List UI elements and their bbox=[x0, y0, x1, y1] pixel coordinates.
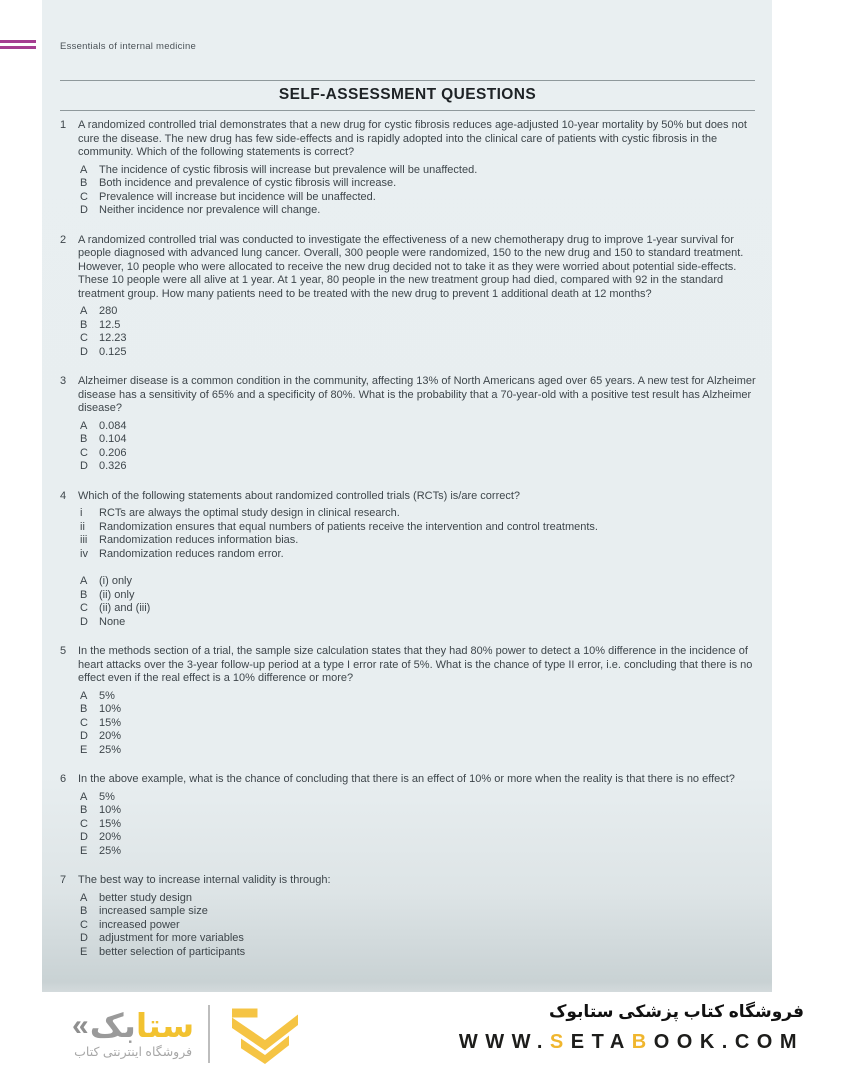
option-text: 15% bbox=[99, 817, 122, 830]
question bbox=[42, 234, 764, 360]
question-stem: The best way to increase internal validity is through: bbox=[78, 874, 331, 886]
answer-option bbox=[78, 332, 764, 346]
url-segment: ETA bbox=[570, 1031, 632, 1053]
option-letter: D bbox=[80, 831, 88, 843]
answer-option bbox=[78, 204, 764, 218]
option-letter: C bbox=[80, 716, 88, 729]
option-letter: A bbox=[80, 689, 88, 702]
option-text: better study design bbox=[99, 891, 192, 904]
option-text: adjustment for more variables bbox=[99, 932, 244, 944]
sub-item bbox=[78, 534, 764, 548]
page-panel bbox=[42, 0, 772, 992]
question-stem: A randomized controlled trial demonstrates that a new drug for cystic fibrosis reduces age-adjusted 10-year mortality by 50% but does not cure the disease. The new drug has few side-effects and is rapidly adopted into the clinical care of patients with cystic fibrosis in the community. Which of the following statements is correct? bbox=[78, 119, 747, 158]
option-letter: D bbox=[80, 460, 88, 472]
option-text: Prevalence will increase but incidence will be unaffected. bbox=[99, 190, 376, 203]
wordmark-yellow-part: ستا bbox=[135, 1007, 195, 1044]
answer-option bbox=[78, 164, 764, 178]
question-subitems bbox=[78, 507, 764, 561]
answer-option bbox=[78, 703, 764, 717]
question-options bbox=[78, 791, 764, 859]
option-letter: B bbox=[80, 433, 88, 445]
option-letter: A bbox=[80, 790, 88, 803]
option-text: 5% bbox=[99, 689, 115, 702]
footer-persian-title: فروشگاه کتاب پزشکی ستابوک bbox=[548, 1002, 804, 1021]
answer-option bbox=[78, 575, 764, 589]
option-text: 0.084 bbox=[99, 419, 127, 432]
question-number: 4 bbox=[60, 489, 67, 502]
question bbox=[42, 645, 764, 757]
option-letter: D bbox=[80, 204, 88, 216]
answer-option bbox=[78, 177, 764, 191]
url-segment: S bbox=[549, 1031, 571, 1053]
option-letter: B bbox=[80, 804, 88, 816]
question-options bbox=[78, 892, 764, 960]
wordmark-gray-part: بک bbox=[89, 1007, 136, 1044]
question-options bbox=[78, 305, 764, 359]
option-text: 25% bbox=[99, 743, 122, 756]
option-text: increased sample size bbox=[99, 905, 208, 917]
option-text: (ii) and (iii) bbox=[99, 602, 151, 614]
answer-option bbox=[78, 946, 764, 960]
answer-option bbox=[78, 319, 764, 333]
chevron-left-icon: « bbox=[72, 1008, 89, 1042]
sub-item-text: RCTs are always the optimal study design in clinical research. bbox=[99, 507, 400, 519]
option-letter: A bbox=[80, 163, 88, 176]
sub-item-numeral: i bbox=[80, 507, 83, 519]
option-text: 5% bbox=[99, 790, 115, 803]
answer-option bbox=[78, 744, 764, 758]
option-text: 10% bbox=[99, 703, 122, 715]
question-stem: Which of the following statements about randomized controlled trials (RCTs) is/are correct? bbox=[78, 489, 521, 502]
answer-option bbox=[78, 616, 764, 630]
answer-option bbox=[78, 892, 764, 906]
question-number: 5 bbox=[60, 645, 67, 657]
setabook-logo bbox=[72, 1004, 310, 1064]
option-text: better selection of participants bbox=[99, 945, 246, 958]
option-text: Both incidence and prevalence of cystic fibrosis will increase. bbox=[99, 177, 397, 189]
option-letter: C bbox=[80, 602, 88, 614]
answer-option bbox=[78, 730, 764, 744]
question-body bbox=[78, 375, 764, 474]
question-body bbox=[78, 119, 764, 218]
sub-item bbox=[78, 548, 764, 562]
logo-wordmark bbox=[72, 1009, 194, 1042]
answer-option bbox=[78, 690, 764, 704]
option-letter: B bbox=[80, 905, 88, 917]
answer-option bbox=[78, 932, 764, 946]
page-footer bbox=[0, 992, 844, 1080]
logo-divider bbox=[208, 1005, 210, 1063]
answer-option bbox=[78, 845, 764, 859]
question-number: 7 bbox=[60, 874, 67, 886]
question-number: 3 bbox=[60, 375, 67, 387]
question-number: 1 bbox=[60, 119, 67, 131]
sub-item-numeral: ii bbox=[80, 520, 85, 533]
footer-right bbox=[459, 1002, 804, 1054]
option-text: (i) only bbox=[99, 575, 133, 587]
sub-item-text: Randomization ensures that equal numbers of patients receive the intervention and control treatments. bbox=[99, 520, 598, 533]
option-text: 12.5 bbox=[99, 318, 121, 331]
question-options bbox=[78, 420, 764, 474]
question-body bbox=[78, 773, 764, 858]
answer-option bbox=[78, 589, 764, 603]
option-letter: E bbox=[80, 743, 88, 756]
question-options bbox=[78, 690, 764, 758]
option-letter: C bbox=[80, 918, 88, 931]
answer-option bbox=[78, 346, 764, 360]
answer-option bbox=[78, 831, 764, 845]
sub-item-text: Randomization reduces information bias. bbox=[99, 534, 299, 546]
answer-option bbox=[78, 460, 764, 474]
question-number: 2 bbox=[60, 233, 67, 246]
option-text: 0.104 bbox=[99, 433, 127, 445]
answer-option bbox=[78, 305, 764, 319]
answer-option bbox=[78, 433, 764, 447]
question bbox=[42, 375, 764, 474]
option-letter: B bbox=[80, 318, 88, 331]
question bbox=[42, 773, 764, 858]
option-text: 0.206 bbox=[99, 446, 127, 459]
setabook-emblem-icon bbox=[220, 1004, 310, 1064]
option-text: 25% bbox=[99, 844, 122, 857]
logo-tagline: فروشگاه اینترنتی کتاب bbox=[74, 1045, 193, 1059]
option-text: (ii) only bbox=[99, 588, 135, 601]
option-letter: B bbox=[80, 588, 88, 601]
question-stem: Alzheimer disease is a common condition in the community, affecting 13% of North Americans aged over 65 years. A new test for Alzheimer disease has a sensitivity of 65% and a specificity of 80%. What is the probability that a 70-year-old with a positive test result has Alzheimer disease? bbox=[78, 375, 756, 414]
url-segment: B bbox=[631, 1031, 654, 1053]
option-text: 0.125 bbox=[99, 345, 127, 358]
question bbox=[42, 119, 764, 218]
url-segment: OOK.COM bbox=[653, 1031, 804, 1053]
option-letter: D bbox=[80, 615, 88, 628]
option-text: Neither incidence nor prevalence will change. bbox=[99, 204, 321, 216]
option-text: 20% bbox=[99, 730, 122, 742]
site-url bbox=[459, 1031, 804, 1054]
option-letter: B bbox=[80, 703, 88, 715]
answer-option bbox=[78, 717, 764, 731]
question-body bbox=[78, 645, 764, 757]
option-text: The incidence of cystic fibrosis will increase but prevalence will be unaffected. bbox=[99, 163, 478, 176]
sub-item bbox=[78, 507, 764, 521]
question-stem: In the above example, what is the chance of concluding that there is an effect of 10% or more when the reality is that there is no effect? bbox=[78, 773, 735, 785]
option-letter: E bbox=[80, 844, 88, 857]
option-letter: A bbox=[80, 419, 88, 432]
question-body bbox=[78, 234, 764, 360]
question-number: 6 bbox=[60, 773, 67, 785]
question bbox=[42, 874, 764, 959]
running-head: Essentials of internal medicine bbox=[60, 41, 197, 52]
option-letter: B bbox=[80, 177, 88, 189]
option-text: 12.23 bbox=[99, 332, 127, 344]
question-options bbox=[78, 575, 764, 629]
answer-option bbox=[78, 602, 764, 616]
option-letter: A bbox=[80, 575, 88, 587]
title-block bbox=[60, 80, 755, 111]
question bbox=[42, 490, 764, 630]
option-letter: E bbox=[80, 945, 88, 958]
option-letter: D bbox=[80, 730, 88, 742]
questions-list bbox=[42, 119, 764, 975]
sub-item-numeral: iii bbox=[80, 534, 88, 546]
sub-item-text: Randomization reduces random error. bbox=[99, 547, 284, 560]
option-letter: C bbox=[80, 446, 88, 459]
option-text: 15% bbox=[99, 716, 122, 729]
option-letter: C bbox=[80, 190, 88, 203]
option-text: None bbox=[99, 615, 126, 628]
question-body bbox=[78, 490, 764, 630]
option-letter: D bbox=[80, 932, 88, 944]
page-title: SELF-ASSESSMENT QUESTIONS bbox=[278, 86, 537, 103]
option-letter: C bbox=[80, 817, 88, 830]
question-stem: In the methods section of a trial, the sample size calculation states that they had 80% power to detect a 10% difference in the incidence of heart attacks over the 3-year follow-up period at a type I error rate of 5%. What is the chance of type II error, i.e. concluding that there is no effect even if the real effect is a 10% difference or more? bbox=[78, 645, 753, 684]
option-text: 10% bbox=[99, 804, 122, 816]
option-text: increased power bbox=[99, 918, 180, 931]
answer-option bbox=[78, 791, 764, 805]
option-text: 20% bbox=[99, 831, 122, 843]
magenta-bar bbox=[0, 40, 36, 43]
option-letter: A bbox=[80, 891, 88, 904]
question-stem: A randomized controlled trial was conducted to investigate the effectiveness of a new chemotherapy drug to improve 1-year survival for people diagnosed with advanced lung cancer. Overall, 300 people were randomized, 150 to the new drug and 150 to standard treatment. However, 10 people who were allocated to receive the new drug decided not to take it as they were worried about potential side-effects. These 10 people were all alive at 1 year. At 1 year, 80 people in the new treatment group had died, compared with 92 in the standard treatment group. How many patients need to be treated with the new drug to prevent 1 additional death at 12 months? bbox=[78, 233, 744, 300]
answer-option bbox=[78, 191, 764, 205]
question-options bbox=[78, 164, 764, 218]
answer-option bbox=[78, 804, 764, 818]
answer-option bbox=[78, 919, 764, 933]
magenta-bar bbox=[0, 46, 36, 49]
page-edge-marks bbox=[0, 40, 36, 52]
option-letter: C bbox=[80, 332, 88, 344]
option-text: 0.326 bbox=[99, 460, 127, 472]
answer-option bbox=[78, 420, 764, 434]
url-segment: WWW. bbox=[458, 1031, 550, 1053]
answer-option bbox=[78, 818, 764, 832]
option-text: 280 bbox=[99, 305, 118, 317]
option-letter: D bbox=[80, 345, 88, 358]
sub-item bbox=[78, 521, 764, 535]
answer-option bbox=[78, 447, 764, 461]
question-body bbox=[78, 874, 764, 959]
sub-item-numeral: iv bbox=[80, 547, 88, 560]
logo-text-group bbox=[72, 1009, 194, 1059]
option-letter: A bbox=[80, 305, 88, 317]
answer-option bbox=[78, 905, 764, 919]
